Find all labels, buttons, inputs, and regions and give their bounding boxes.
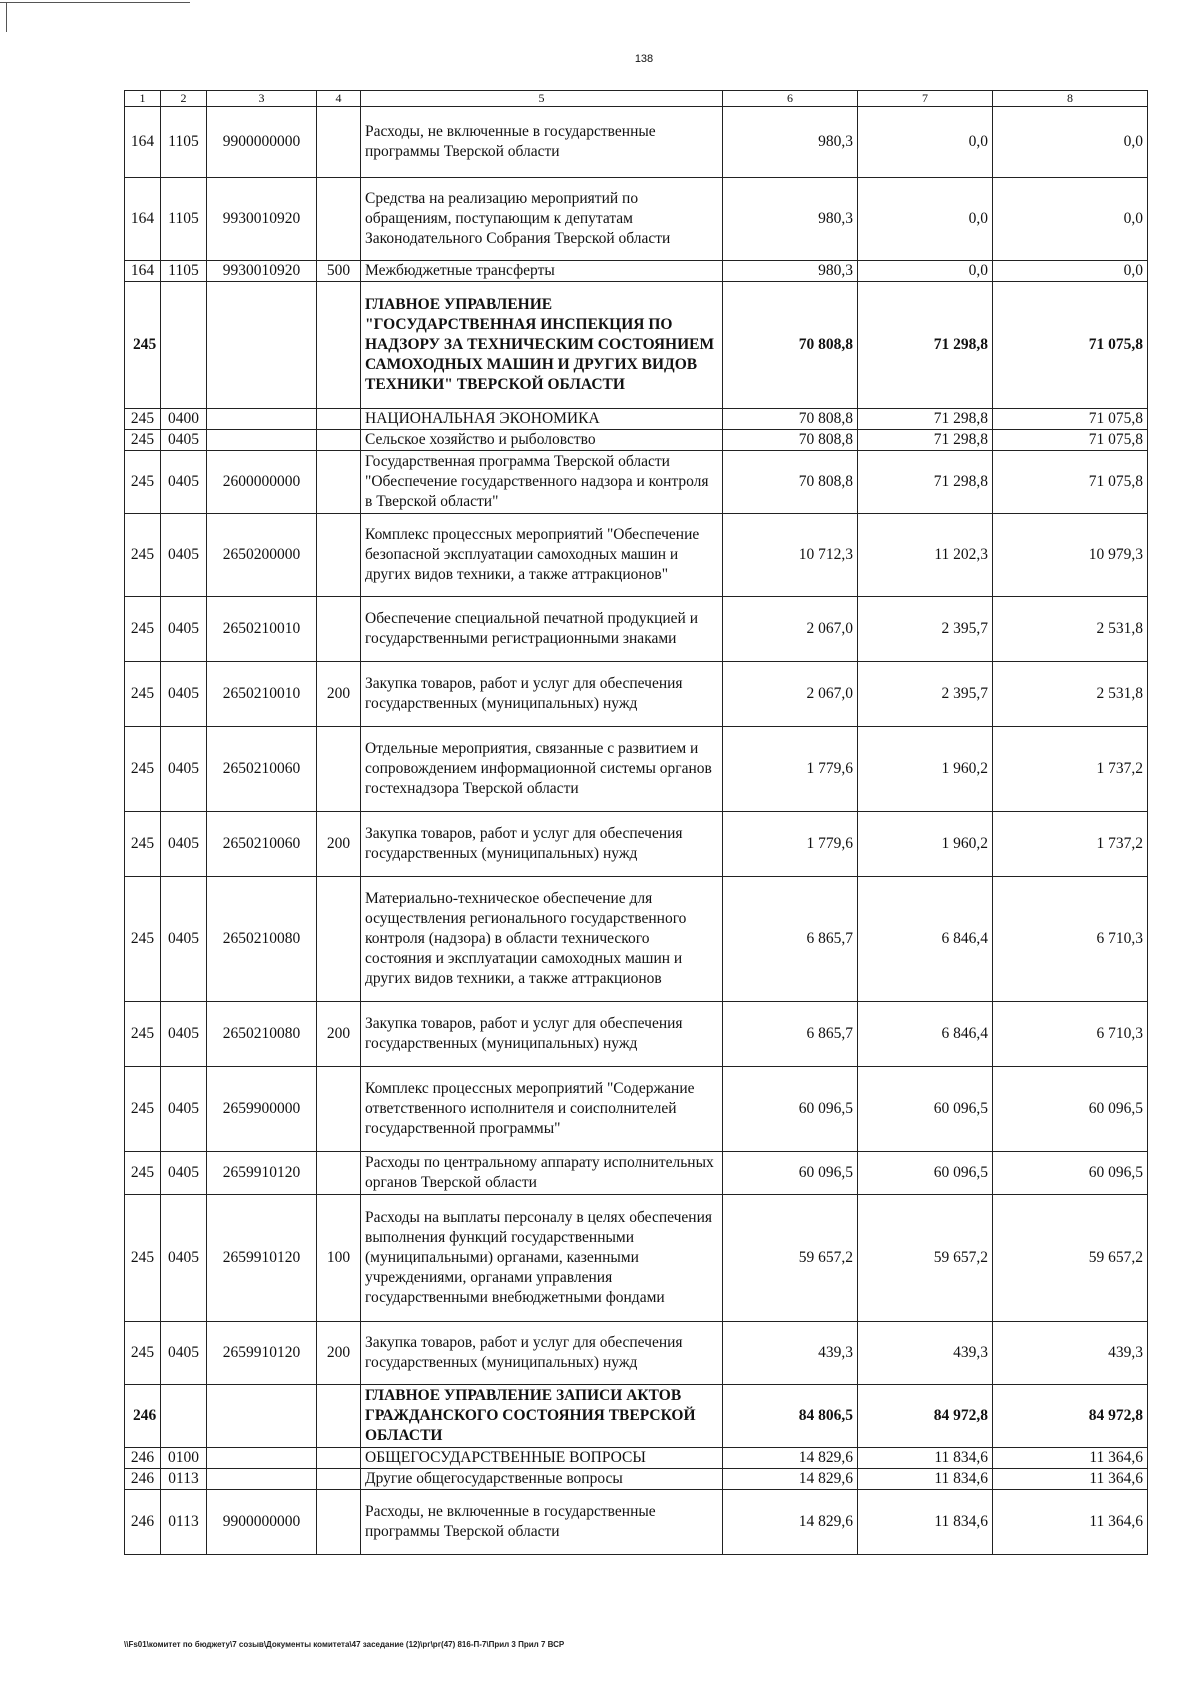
amount-year3-cell: 84 972,8 [993, 1385, 1148, 1448]
table-row [125, 178, 1148, 261]
amount-year1-cell: 439,3 [723, 1322, 858, 1385]
target-article-cell: 9900000000 [207, 107, 317, 178]
expense-type-cell [317, 1152, 361, 1195]
target-article-cell: 2650210060 [207, 727, 317, 812]
description-cell: Обеспечение специальной печатной продукцией и государственными регистрационными знаками [361, 597, 723, 662]
description-cell: Закупка товаров, работ и услуг для обеспечения государственных (муниципальных) нужд [361, 1002, 723, 1067]
amount-year1-cell: 980,3 [723, 261, 858, 282]
amount-year3-cell: 2 531,8 [993, 662, 1148, 727]
table-row [125, 1002, 1148, 1067]
amount-year2-cell: 1 960,2 [858, 727, 993, 812]
amount-year1-cell: 70 808,8 [723, 409, 858, 430]
amount-year1-cell: 60 096,5 [723, 1067, 858, 1152]
admin-code-cell: 245 [125, 1195, 161, 1322]
expense-type-cell: 500 [317, 261, 361, 282]
scan-edge-line [0, 2, 190, 3]
table-row [125, 1322, 1148, 1385]
budget-table [124, 90, 1148, 1555]
amount-year2-cell: 1 960,2 [858, 812, 993, 877]
table-row [125, 430, 1148, 451]
amount-year3-cell: 11 364,6 [993, 1448, 1148, 1469]
admin-code-cell: 245 [125, 597, 161, 662]
admin-code-cell: 245 [125, 1322, 161, 1385]
amount-year1-cell: 10 712,3 [723, 514, 858, 597]
section-code-cell: 0100 [161, 1448, 207, 1469]
section-code-cell: 0405 [161, 597, 207, 662]
amount-year1-cell: 6 865,7 [723, 1002, 858, 1067]
amount-year3-cell: 6 710,3 [993, 1002, 1148, 1067]
admin-code-cell: 245 [125, 1152, 161, 1195]
expense-type-cell [317, 1448, 361, 1469]
amount-year3-cell: 439,3 [993, 1322, 1148, 1385]
section-code-cell: 0405 [161, 1195, 207, 1322]
amount-year1-cell: 980,3 [723, 178, 858, 261]
section-code-cell: 1105 [161, 261, 207, 282]
amount-year2-cell: 11 834,6 [858, 1490, 993, 1555]
header-row [125, 91, 1148, 107]
expense-type-cell: 200 [317, 812, 361, 877]
admin-code-cell: 246 [125, 1490, 161, 1555]
description-cell: НАЦИОНАЛЬНАЯ ЭКОНОМИКА [361, 409, 723, 430]
amount-year2-cell: 60 096,5 [858, 1152, 993, 1195]
admin-code-cell: 245 [125, 282, 161, 409]
amount-year2-cell: 11 834,6 [858, 1448, 993, 1469]
amount-year2-cell: 11 202,3 [858, 514, 993, 597]
section-code-cell: 0405 [161, 430, 207, 451]
table-row [125, 107, 1148, 178]
expense-type-cell [317, 1490, 361, 1555]
table-row [125, 1448, 1148, 1469]
section-code-cell: 0405 [161, 514, 207, 597]
amount-year1-cell: 59 657,2 [723, 1195, 858, 1322]
description-cell: Комплекс процессных мероприятий "Содержание ответственного исполнителя и соисполнителей государственной программы" [361, 1067, 723, 1152]
description-cell: Комплекс процессных мероприятий "Обеспечение безопасной эксплуатации самоходных машин и других видов техники, а также аттракционов" [361, 514, 723, 597]
amount-year2-cell: 2 395,7 [858, 597, 993, 662]
amount-year1-cell: 60 096,5 [723, 1152, 858, 1195]
amount-year1-cell: 14 829,6 [723, 1469, 858, 1490]
table-row [125, 451, 1148, 514]
target-article-cell: 2650210010 [207, 597, 317, 662]
scan-edge-line-left [6, 2, 7, 32]
expense-type-cell [317, 877, 361, 1002]
amount-year1-cell: 2 067,0 [723, 662, 858, 727]
amount-year3-cell: 59 657,2 [993, 1195, 1148, 1322]
description-cell: Средства на реализацию мероприятий по обращениям, поступающим к депутатам Законодательного Собрания Тверской области [361, 178, 723, 261]
description-cell: ГЛАВНОЕ УПРАВЛЕНИЕ "ГОСУДАРСТВЕННАЯ ИНСПЕКЦИЯ ПО НАДЗОРУ ЗА ТЕХНИЧЕСКИМ СОСТОЯНИЕМ САМОХОДНЫХ МАШИН И ДРУГИХ ВИДОВ ТЕХНИКИ" ТВЕРСКОЙ ОБЛАСТИ [361, 282, 723, 409]
table-row [125, 1469, 1148, 1490]
target-article-cell: 9900000000 [207, 1490, 317, 1555]
section-code-cell: 0405 [161, 1002, 207, 1067]
target-article-cell: 2650210080 [207, 877, 317, 1002]
amount-year1-cell: 14 829,6 [723, 1490, 858, 1555]
amount-year3-cell: 0,0 [993, 178, 1148, 261]
header-cell: 7 [858, 91, 993, 107]
target-article-cell [207, 1448, 317, 1469]
expense-type-cell [317, 430, 361, 451]
description-cell: Расходы, не включенные в государственные программы Тверской области [361, 107, 723, 178]
expense-type-cell [317, 727, 361, 812]
amount-year2-cell: 11 834,6 [858, 1469, 993, 1490]
admin-code-cell: 246 [125, 1448, 161, 1469]
amount-year2-cell: 71 298,8 [858, 430, 993, 451]
target-article-cell [207, 282, 317, 409]
description-cell: Закупка товаров, работ и услуг для обеспечения государственных (муниципальных) нужд [361, 812, 723, 877]
amount-year3-cell: 0,0 [993, 107, 1148, 178]
amount-year1-cell: 14 829,6 [723, 1448, 858, 1469]
section-code-cell: 0405 [161, 727, 207, 812]
amount-year2-cell: 6 846,4 [858, 1002, 993, 1067]
target-article-cell: 2659910120 [207, 1322, 317, 1385]
amount-year3-cell: 1 737,2 [993, 727, 1148, 812]
amount-year3-cell: 71 075,8 [993, 451, 1148, 514]
table-row [125, 409, 1148, 430]
section-code-cell: 0113 [161, 1469, 207, 1490]
amount-year2-cell: 0,0 [858, 178, 993, 261]
admin-code-cell: 164 [125, 178, 161, 261]
target-article-cell [207, 409, 317, 430]
description-cell: Государственная программа Тверской области "Обеспечение государственного надзора и контроля в Тверской области" [361, 451, 723, 514]
header-cell: 6 [723, 91, 858, 107]
table-row [125, 812, 1148, 877]
table-row [125, 662, 1148, 727]
amount-year2-cell: 439,3 [858, 1322, 993, 1385]
section-code-cell: 0405 [161, 1152, 207, 1195]
target-article-cell: 2659910120 [207, 1195, 317, 1322]
amount-year1-cell: 2 067,0 [723, 597, 858, 662]
admin-code-cell: 245 [125, 1067, 161, 1152]
amount-year3-cell: 71 075,8 [993, 282, 1148, 409]
amount-year1-cell: 1 779,6 [723, 727, 858, 812]
section-code-cell: 0405 [161, 877, 207, 1002]
section-code-cell: 0405 [161, 662, 207, 727]
section-code-cell: 0405 [161, 812, 207, 877]
admin-code-cell: 245 [125, 727, 161, 812]
amount-year3-cell: 11 364,6 [993, 1490, 1148, 1555]
amount-year2-cell: 71 298,8 [858, 451, 993, 514]
description-cell: Закупка товаров, работ и услуг для обеспечения государственных (муниципальных) нужд [361, 662, 723, 727]
header-cell: 5 [361, 91, 723, 107]
description-cell: ГЛАВНОЕ УПРАВЛЕНИЕ ЗАПИСИ АКТОВ ГРАЖДАНСКОГО СОСТОЯНИЯ ТВЕРСКОЙ ОБЛАСТИ [361, 1385, 723, 1448]
amount-year3-cell: 10 979,3 [993, 514, 1148, 597]
section-code-cell: 0405 [161, 1322, 207, 1385]
amount-year1-cell: 70 808,8 [723, 282, 858, 409]
expense-type-cell [317, 597, 361, 662]
amount-year3-cell: 2 531,8 [993, 597, 1148, 662]
description-cell: Материально-техническое обеспечение для осуществления регионального государственного контроля (надзора) в области технического состояния и эксплуатации самоходных машин и других видов техники, а также аттракционов [361, 877, 723, 1002]
admin-code-cell: 246 [125, 1469, 161, 1490]
table-row [125, 1195, 1148, 1322]
amount-year2-cell: 59 657,2 [858, 1195, 993, 1322]
table-row [125, 1067, 1148, 1152]
expense-type-cell: 200 [317, 1002, 361, 1067]
admin-code-cell: 245 [125, 409, 161, 430]
table-row [125, 1490, 1148, 1555]
amount-year3-cell: 60 096,5 [993, 1067, 1148, 1152]
amount-year2-cell: 6 846,4 [858, 877, 993, 1002]
amount-year2-cell: 71 298,8 [858, 282, 993, 409]
section-code-cell: 0405 [161, 1067, 207, 1152]
amount-year1-cell: 980,3 [723, 107, 858, 178]
expense-type-cell [317, 282, 361, 409]
header-cell: 2 [161, 91, 207, 107]
target-article-cell: 2650210080 [207, 1002, 317, 1067]
table-row [125, 597, 1148, 662]
description-cell: Расходы на выплаты персоналу в целях обеспечения выполнения функций государственными (муниципальными) органами, казенными учреждениями, органами управления государственными внебюджетными фондами [361, 1195, 723, 1322]
description-cell: Межбюджетные трансферты [361, 261, 723, 282]
description-cell: Закупка товаров, работ и услуг для обеспечения государственных (муниципальных) нужд [361, 1322, 723, 1385]
section-code-cell: 0400 [161, 409, 207, 430]
section-code-cell: 1105 [161, 178, 207, 261]
target-article-cell: 2650200000 [207, 514, 317, 597]
expense-type-cell: 200 [317, 1322, 361, 1385]
amount-year1-cell: 1 779,6 [723, 812, 858, 877]
amount-year1-cell: 84 806,5 [723, 1385, 858, 1448]
file-path-footer: \\Fs01\комитет по бюджету\7 созыв\Документы комитета\47 заседание (12)\рг\рг(47) 816-П-7\Прил 3 Прил 7 ВСР [124, 1640, 565, 1649]
amount-year3-cell: 60 096,5 [993, 1152, 1148, 1195]
amount-year2-cell: 71 298,8 [858, 409, 993, 430]
admin-code-cell: 245 [125, 1002, 161, 1067]
amount-year2-cell: 0,0 [858, 107, 993, 178]
expense-type-cell [317, 451, 361, 514]
expense-type-cell [317, 178, 361, 261]
header-cell: 1 [125, 91, 161, 107]
amount-year1-cell: 70 808,8 [723, 451, 858, 514]
expense-type-cell [317, 1469, 361, 1490]
expense-type-cell [317, 409, 361, 430]
target-article-cell: 2600000000 [207, 451, 317, 514]
admin-code-cell: 164 [125, 261, 161, 282]
description-cell: Другие общегосударственные вопросы [361, 1469, 723, 1490]
table-row [125, 1152, 1148, 1195]
description-cell: Отдельные мероприятия, связанные с развитием и сопровождением информационной системы органов гостехнадзора Тверской области [361, 727, 723, 812]
amount-year3-cell: 1 737,2 [993, 812, 1148, 877]
target-article-cell: 2659910120 [207, 1152, 317, 1195]
section-code-cell [161, 282, 207, 409]
section-code-cell: 0113 [161, 1490, 207, 1555]
admin-code-cell: 245 [125, 451, 161, 514]
amount-year3-cell: 11 364,6 [993, 1469, 1148, 1490]
target-article-cell: 9930010920 [207, 178, 317, 261]
description-cell: Сельское хозяйство и рыболовство [361, 430, 723, 451]
amount-year1-cell: 6 865,7 [723, 877, 858, 1002]
description-cell: Расходы по центральному аппарату исполнительных органов Тверской области [361, 1152, 723, 1195]
admin-code-cell: 245 [125, 812, 161, 877]
amount-year3-cell: 6 710,3 [993, 877, 1148, 1002]
target-article-cell: 9930010920 [207, 261, 317, 282]
expense-type-cell [317, 1067, 361, 1152]
admin-code-cell: 245 [125, 877, 161, 1002]
amount-year3-cell: 0,0 [993, 261, 1148, 282]
table-row [125, 877, 1148, 1002]
header-cell: 8 [993, 91, 1148, 107]
page-number: 138 [634, 53, 654, 65]
amount-year2-cell: 0,0 [858, 261, 993, 282]
table-row [125, 261, 1148, 282]
amount-year3-cell: 71 075,8 [993, 430, 1148, 451]
target-article-cell: 2650210010 [207, 662, 317, 727]
expense-type-cell: 200 [317, 662, 361, 727]
table-row [125, 282, 1148, 409]
description-cell: Расходы, не включенные в государственные программы Тверской области [361, 1490, 723, 1555]
admin-code-cell: 245 [125, 430, 161, 451]
amount-year3-cell: 71 075,8 [993, 409, 1148, 430]
expense-type-cell [317, 1385, 361, 1448]
amount-year2-cell: 84 972,8 [858, 1385, 993, 1448]
header-cell: 4 [317, 91, 361, 107]
target-article-cell: 2659900000 [207, 1067, 317, 1152]
table-row [125, 727, 1148, 812]
target-article-cell [207, 1469, 317, 1490]
admin-code-cell: 164 [125, 107, 161, 178]
expense-type-cell [317, 107, 361, 178]
section-code-cell: 0405 [161, 451, 207, 514]
amount-year1-cell: 70 808,8 [723, 430, 858, 451]
section-code-cell: 1105 [161, 107, 207, 178]
expense-type-cell [317, 514, 361, 597]
target-article-cell: 2650210060 [207, 812, 317, 877]
admin-code-cell: 245 [125, 514, 161, 597]
description-cell: ОБЩЕГОСУДАРСТВЕННЫЕ ВОПРОСЫ [361, 1448, 723, 1469]
admin-code-cell: 245 [125, 662, 161, 727]
expense-type-cell: 100 [317, 1195, 361, 1322]
section-code-cell [161, 1385, 207, 1448]
target-article-cell [207, 1385, 317, 1448]
header-cell: 3 [207, 91, 317, 107]
target-article-cell [207, 430, 317, 451]
table-row [125, 514, 1148, 597]
admin-code-cell: 246 [125, 1385, 161, 1448]
amount-year2-cell: 2 395,7 [858, 662, 993, 727]
table-row [125, 1385, 1148, 1448]
amount-year2-cell: 60 096,5 [858, 1067, 993, 1152]
